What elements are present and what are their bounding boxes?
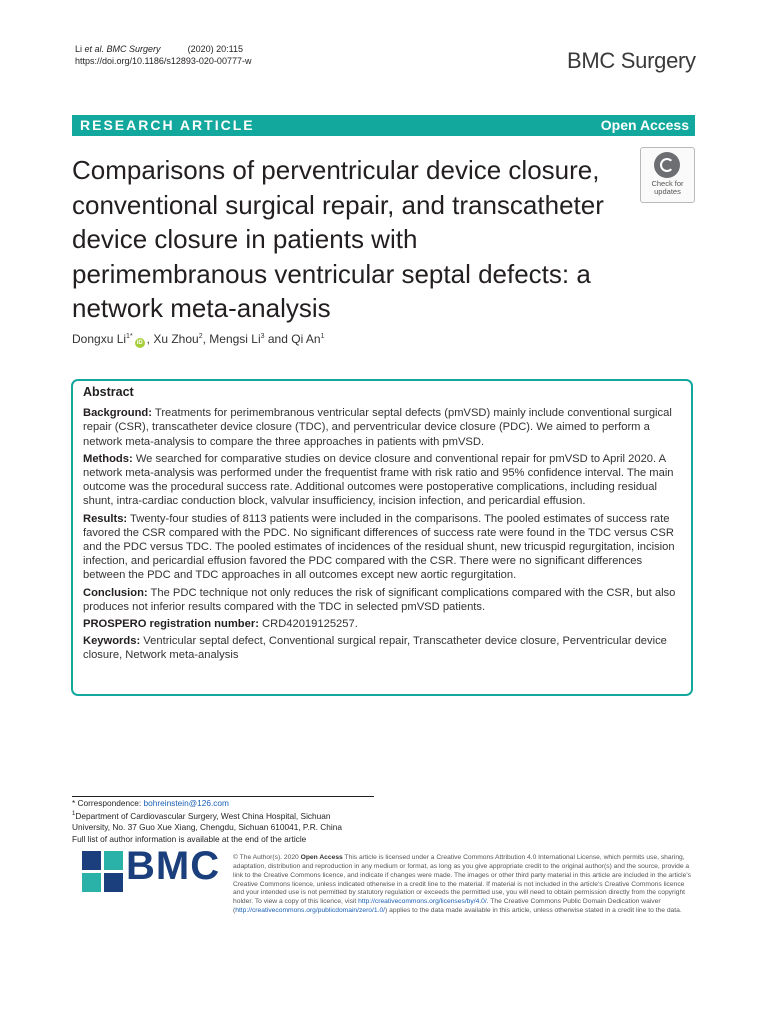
citation-header bbox=[75, 43, 251, 67]
affiliation: Department of Cardiovascular Surgery, West China Hospital, Sichuan bbox=[75, 811, 331, 822]
licence-text: © The Author(s). 2020 Open Access This article is licensed under a Creative Commons Attribution 4.0 International License, which permits use, sharing, adaptation, distribution and reproduction in any medium or format, as long as you give appropriate credit to the original author(s) and the source, provide a link to the Creative Commons licence, and indicate if changes were made. The images or other third party material in this article are included in the article's Creative Commons licence, unless indicated otherwise in a credit line to the material. If material is not included in the article's Creative Commons licence and your intended use is not permitted by statutory regulation or exceeds the permitted use, you will need to obtain permission directly from the copyright holder. To view a copy of this licence, visit http://creativecommons.org/licenses/by/4.0/. The Creative Commons Public Domain Dedication waiver (http://creativecommons.org/publicdomain/zero/1.0/) applies to the data made available in this article, unless otherwise stated in a credit line to the data. bbox=[233, 854, 691, 915]
article-type-banner bbox=[72, 115, 695, 136]
citation-author: Li bbox=[75, 44, 85, 54]
journal-name: BMC Surgery bbox=[567, 48, 696, 73]
author-name[interactable]: , Xu Zhou bbox=[146, 332, 199, 346]
abstract-methods: Methods: We searched for comparative studies on device closure and conventional repair for pmVSD to April 2020. A network meta-analysis was performed under the frequentist frame with risk ratio and 95% confidence interval. The main outcome was the procedural success rate. Additional outcomes were postoperative complications, including residual shunt, intra-cardiac conduction block, valvular insufficiency, incision infection, and pericardial effusion. bbox=[83, 452, 674, 508]
author-list: Dongxu $Li^{1*}iD$ , Xu Zhou$^2$, Mengsi Li$^3$ and Qi An$^1$ bbox=[72, 332, 325, 346]
article-title: Comparisons of perventricular device closure, conventional surgical repair, and transcatheter device closure in patients with perimembranous ventricular septal defects: a network meta-analysis bbox=[72, 155, 604, 323]
citation-year-volume: (2020) 20:115 bbox=[187, 44, 243, 54]
public-domain-link[interactable]: http://creativecommons.org/publicdomain/zero/1.0/ bbox=[235, 907, 386, 915]
doi-link[interactable]: https://doi.org/10.1186/s12893-020-00777-w bbox=[75, 56, 252, 66]
citation-line bbox=[75, 43, 251, 55]
abstract-prospero: PROSPERO registration number: CRD42019125257. bbox=[83, 618, 358, 631]
abstract-box bbox=[71, 379, 693, 696]
correspondence-email[interactable]: bohreinstein@126.com bbox=[143, 798, 229, 808]
abstract-results: Results: Twenty-four studies of 8113 patients were included in the comparisons. The pooled estimates of success rate favored the CSR compared with the PDC. No significant differences of success rate were found in the TDC versus CSR and the PDC versus TDC. The pooled estimates of incidences of the residual shunt, new tricuspid regurgitation, incision infection, and pericardial effusion favored the PDC compared with the CSR. There were no significant differences between the PDC and TDC approaches in all outcomes except new aortic regurgitation. bbox=[83, 512, 675, 582]
author-info-note: Full list of author information is available at the end of the article bbox=[72, 833, 307, 844]
citation-journal: et al. BMC Surgery bbox=[84, 44, 161, 54]
abstract-background: Background: Treatments for perimembranous ventricular septal defects (pmVSD) mainly include conventional surgical repair (CSR), transcatheter device closure (TDC), and perventricular device closure (PDC). We aimed to perform a network meta-analysis to compare the three approaches in patients with pmVSD. bbox=[83, 407, 672, 448]
bmc-logo-text: BMC bbox=[126, 844, 221, 888]
bmc-logo-icon bbox=[82, 851, 124, 893]
abstract-keywords: Keywords: Ventricular septal defect, Conventional surgical repair, Transcatheter device closure, Perventricular device closure, Network meta-analysis bbox=[83, 635, 667, 662]
footnote-divider bbox=[72, 796, 374, 797]
author-name[interactable]: Dongxu Li bbox=[72, 332, 127, 346]
author-name[interactable]: and Qi An bbox=[264, 332, 321, 346]
open-access-label: Open Access bbox=[600, 117, 689, 133]
check-for-updates-text: Check for updates bbox=[651, 179, 684, 196]
footnotes: * Correspondence: bohreinstein@126.com $^1$Department of Cardiovascular Surgery, West China Hospital, Sichuan University, No. 37 Guo Xue Xiang, Chengdu, Sichuan 610041, P.R. China Full list of author information is available at the end of the article bbox=[72, 798, 342, 844]
check-for-updates-badge[interactable] bbox=[640, 147, 695, 203]
licence-link[interactable]: http://creativecommons.org/licenses/by/4.0/ bbox=[358, 898, 487, 906]
author-name[interactable]: , Mengsi Li bbox=[202, 332, 261, 346]
check-for-updates-icon bbox=[654, 152, 680, 178]
abstract-heading: Abstract bbox=[83, 385, 134, 399]
article-type-label: RESEARCH ARTICLE bbox=[80, 117, 255, 133]
abstract-conclusion: Conclusion: The PDC technique not only reduces the risk of significant complications compared with the CSR, but also produces not inferior results compared with the TDC in selected pmVSD patients. bbox=[83, 586, 676, 613]
orcid-icon[interactable]: iD bbox=[136, 340, 143, 346]
